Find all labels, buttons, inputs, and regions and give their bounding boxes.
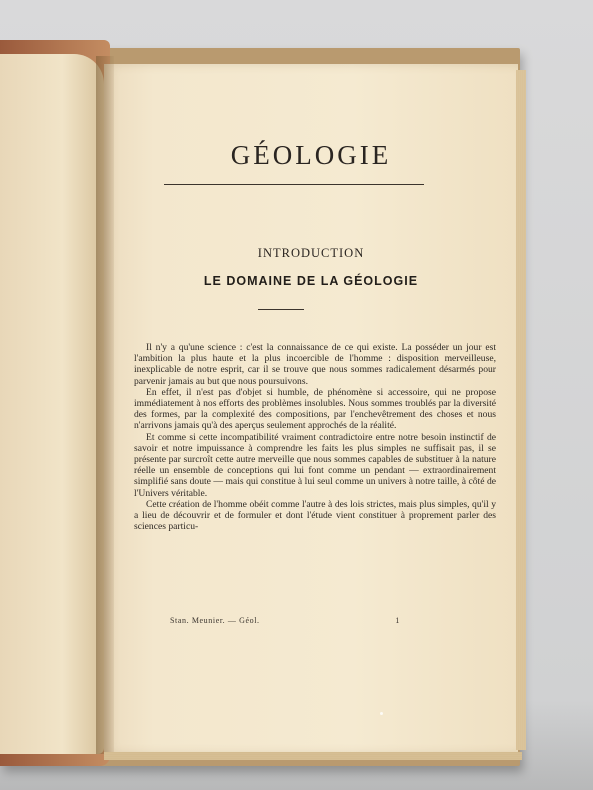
paragraph: Et comme si cette incompatibilité vraiment contradictoire entre notre besoin instinctif de savoir et notre impuissance à comprendre les faits les plus simples ne suffisait pas, il se présente par surcroît cette autre merveille que nous sommes capables de substituer à la nature réelle un ensemble de conceptions qui lui font comme un pendant — extraordinairement simplifié sans doute — mais qui constitue à lui seul comme un univers à notre taille, à côté de l'Univers véritable. — [134, 431, 496, 499]
heading-rule — [258, 309, 304, 310]
page-edges — [516, 70, 526, 750]
section-heading: LE DOMAINE DE LA GÉOLOGIE — [203, 274, 419, 288]
paragraph: En effet, il n'est pas d'objet si humble, de phénomène si accessoire, qui ne propose immédiatement à nos efforts des problèmes insolubles. Nous sommes troublés par la diversité des formes, par la complexité des compositions, par l'enchevêtrement des choses et nous n'arrivons jamais qu'à des aperçus seulement approchés de la réalité. — [134, 386, 496, 432]
footer-signature: Stan. Meunier. — Géol. — [170, 616, 260, 625]
page-title: GÉOLOGIE — [230, 140, 392, 170]
page-number: 1 — [395, 616, 400, 625]
paper-speck — [380, 712, 383, 715]
page-bottom-edges — [104, 752, 522, 760]
title-rule — [164, 184, 424, 185]
section-label: INTRODUCTION — [257, 246, 365, 260]
paragraph: Cette création de l'homme obéit comme l'autre à des lois strictes, mais plus simples, qu'il y a lieu de découvrir et de formuler et dont l'étude vient constituer à proprement parler des sciences particu- — [134, 498, 496, 533]
paragraph: Il n'y a qu'une science : c'est la connaissance de ce qui existe. La posséder un jour est l'ambition la plus haute et la plus incoercible de l'homme : disposition merveilleuse, inexplicable de notre esprit, car il se trouve que nous sommes radicalement désarmés pour parvenir jamais au but que nous poursuivons. — [134, 342, 496, 387]
body-text — [134, 342, 496, 532]
left-page — [0, 54, 104, 754]
